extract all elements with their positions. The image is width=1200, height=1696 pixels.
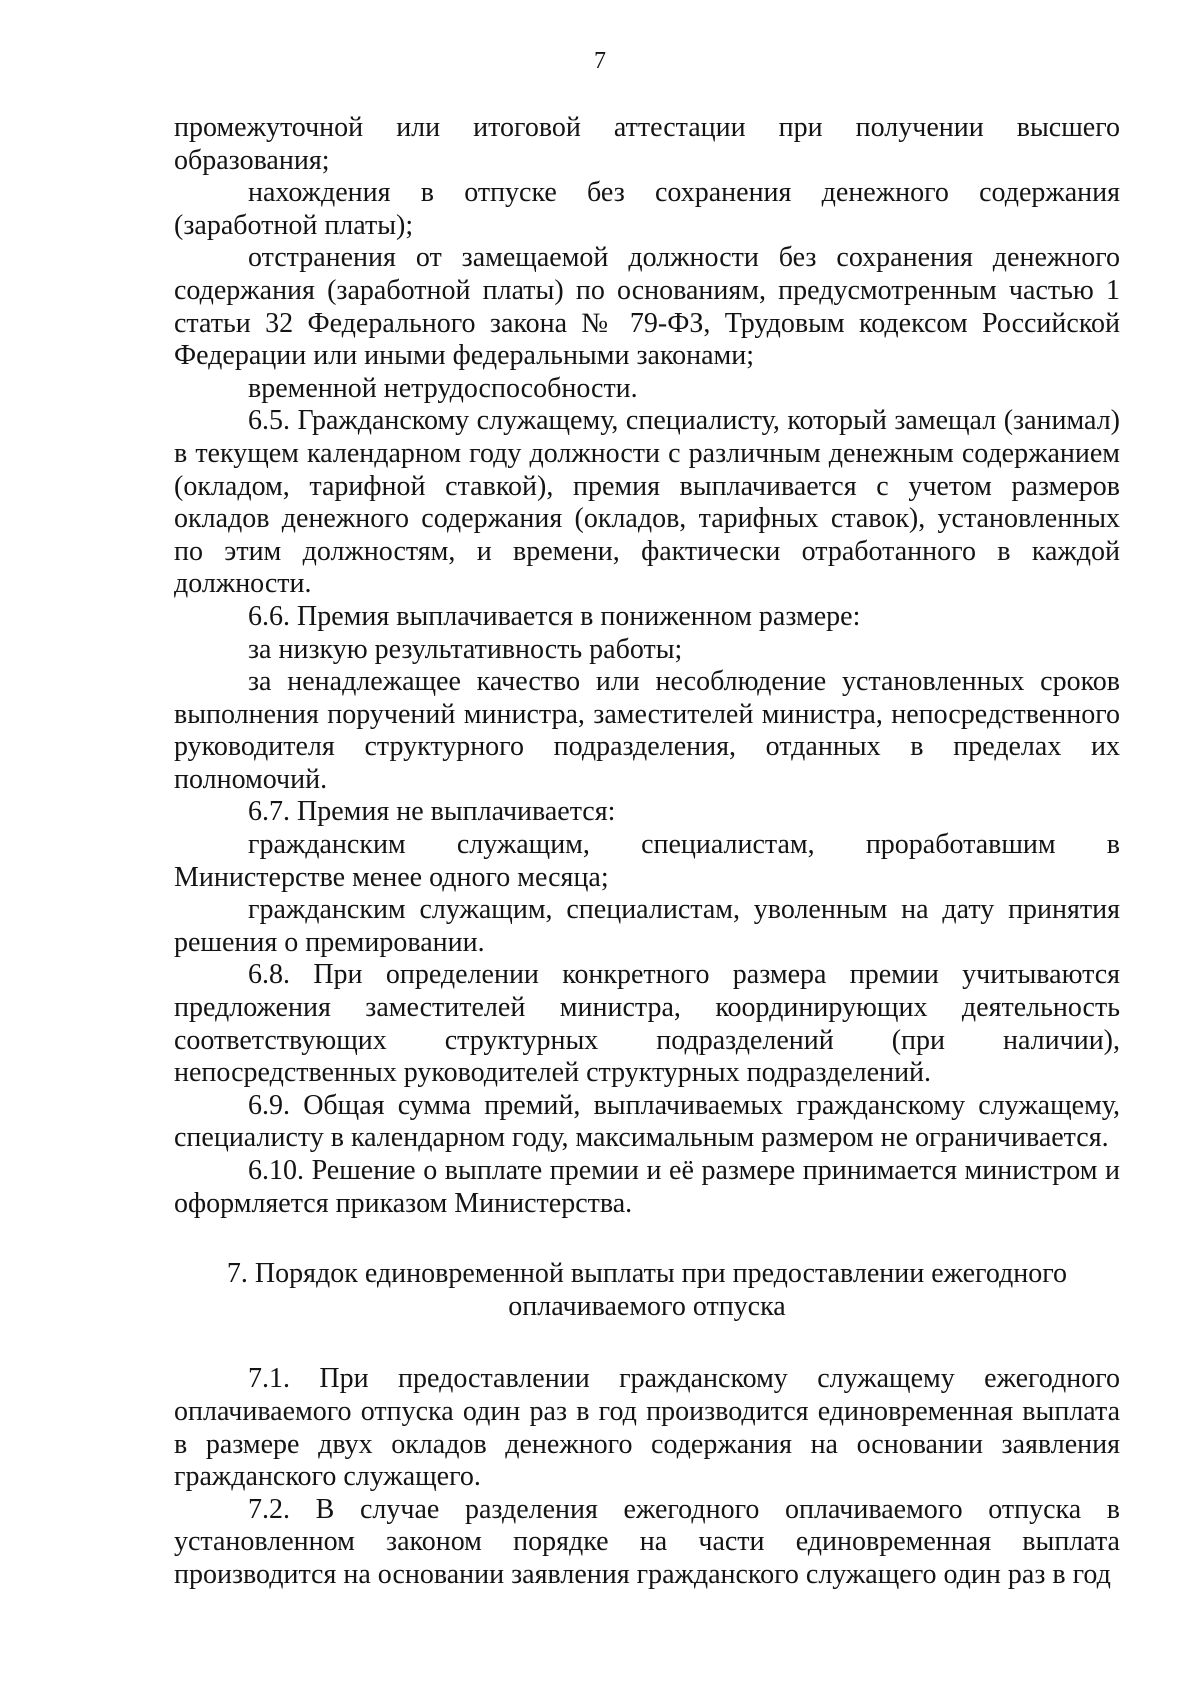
- section-heading-line: 7. Порядок единовременной выплаты при предоставлении ежегодного: [226, 1258, 1068, 1290]
- clause-6-6: 6.6. Премия выплачивается в пониженном размере:: [248, 600, 861, 632]
- clause-6-5: 6.5. Гражданскому служащему, специалисту, который замещал (занимал) в текущем календарном году должности с различным денежным содержанием (окладом, тарифной ставкой), премия выплачивается с учетом размеров окладов денежного содержания (окладов, тарифных ставок), установленных по этим должностям, и времени, фактически отработанного в каждой должности.: [174, 405, 1120, 600]
- clause-6-10: 6.10. Решение о выплате премии и её размере принимается министром и оформляется приказом Министерства.: [174, 1155, 1120, 1219]
- document-body: [174, 112, 1120, 1592]
- page-number: 7: [594, 48, 606, 74]
- paragraph: нахождения в отпуске без сохранения денежного содержания (заработной платы);: [174, 177, 1120, 241]
- section-heading: [174, 1258, 1120, 1323]
- paragraph: за низкую результативность работы;: [248, 633, 683, 665]
- clause-6-7: 6.7. Премия не выплачивается:: [248, 796, 616, 828]
- clause-7-2: 7.2. В случае разделения ежегодного оплачиваемого отпуска в установленном законом порядке на части единовременная выплата производится на основании заявления гражданского служащего один раз в год: [174, 1493, 1120, 1590]
- clause-6-8: 6.8. При определении конкретного размера премии учитываются предложения заместителей министра, координирующих деятельность соответствующих структурных подразделений (при наличии), непосредственных руководителей структурных подразделений.: [174, 959, 1120, 1089]
- paragraph: промежуточной или итоговой аттестации при получении высшего образования;: [174, 112, 1120, 176]
- clause-6-9: 6.9. Общая сумма премий, выплачиваемых гражданскому служащему, специалисту в календарном году, максимальным размером не ограничивается.: [174, 1089, 1120, 1154]
- paragraph: временной нетрудоспособности.: [248, 372, 638, 404]
- paragraph: гражданским служащим, специалистам, уволенным на дату принятия решения о премировании.: [174, 894, 1120, 958]
- paragraph: отстранения от замещаемой должности без сохранения денежного содержания (заработной платы) по основаниям, предусмотренным частью 1 статьи 32 Федерального закона № 79-ФЗ, Трудовым кодексом Российской Федерации или иными федеральными законами;: [174, 242, 1120, 372]
- clause-7-1: 7.1. При предоставлении гражданскому служащему ежегодного оплачиваемого отпуска один раз в год производится единовременная выплата в размере двух окладов денежного содержания на основании заявления гражданского служащего.: [174, 1363, 1120, 1493]
- section-heading-line: оплачиваемого отпуска: [508, 1290, 786, 1322]
- paragraph: за ненадлежащее качество или несоблюдение установленных сроков выполнения поручений министра, заместителей министра, непосредственного руководителя структурного подразделения, отданных в пределах их полномочий.: [174, 666, 1120, 795]
- paragraph: гражданским служащим, специалистам, проработавшим в Министерстве менее одного месяца;: [174, 829, 1120, 893]
